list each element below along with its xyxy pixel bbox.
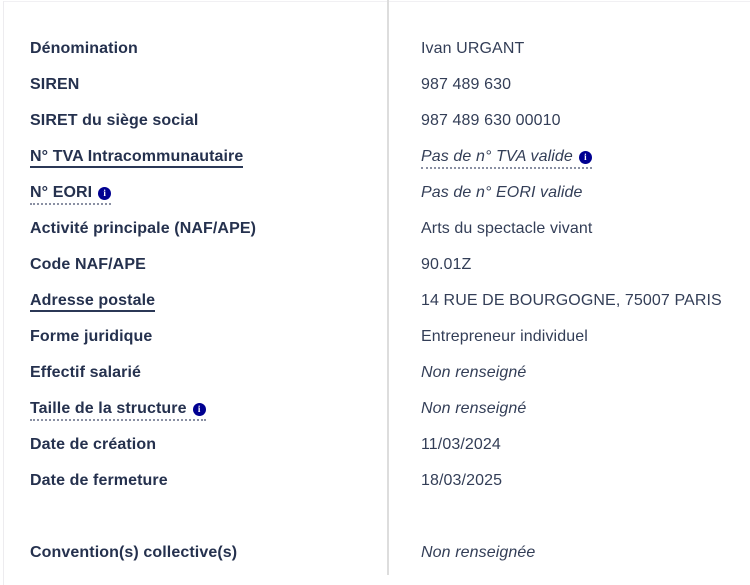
label-cell [0, 148, 389, 166]
value-cell [389, 256, 750, 274]
row-value [421, 364, 526, 381]
row-label-text: Taille de la structure [30, 400, 187, 417]
table-row [0, 391, 750, 427]
row-label-text: Date de création [30, 436, 157, 453]
row-label-text: N° EORI [30, 184, 93, 201]
row-value [421, 256, 471, 273]
label-cell [0, 112, 389, 130]
row-label-link[interactable] [30, 148, 243, 168]
row-value-text: Non renseigné [421, 400, 527, 417]
value-cell [389, 364, 750, 382]
row-label [30, 328, 152, 345]
value-cell [389, 544, 750, 562]
table-row [0, 355, 750, 391]
row-value [421, 328, 588, 345]
row-label-text: N° TVA Intracommunautaire [30, 148, 244, 165]
value-cell [389, 472, 750, 490]
row-value [421, 436, 501, 453]
label-cell [0, 400, 389, 418]
value-cell [389, 292, 750, 310]
table-row [0, 175, 750, 211]
table-row [0, 31, 750, 67]
row-value [421, 544, 535, 561]
row-label [30, 472, 168, 489]
row-label-text: Dénomination [30, 40, 138, 57]
row-label [30, 76, 79, 93]
row-value-text: Non renseigné [421, 364, 527, 381]
label-cell [0, 544, 389, 562]
table-row [0, 211, 750, 247]
row-label-text: Convention(s) collective(s) [30, 544, 238, 561]
info-table [0, 31, 750, 571]
row-label-text: Forme juridique [30, 328, 153, 345]
row-label-text: Effectif salarié [30, 364, 141, 381]
row-value-text: Arts du spectacle vivant [421, 220, 593, 237]
row-value-text: Entrepreneur individuel [421, 328, 588, 345]
label-cell [0, 472, 389, 490]
row-label-link[interactable] [30, 292, 155, 312]
row-value-text: 987 489 630 [421, 76, 512, 93]
row-value-text: Ivan URGANT [421, 40, 525, 57]
label-cell [0, 328, 389, 346]
value-cell [389, 328, 750, 346]
label-cell [0, 256, 389, 274]
table-row [0, 319, 750, 355]
label-cell [0, 184, 389, 202]
label-cell [0, 76, 389, 94]
table-row [0, 535, 750, 571]
label-cell [0, 292, 389, 310]
row-value-text: 18/03/2025 [421, 472, 503, 489]
row-value-tooltip[interactable] [421, 148, 592, 169]
row-label-text: Activité principale (NAF/APE) [30, 220, 257, 237]
row-value-text: 11/03/2024 [421, 436, 501, 453]
info-icon[interactable]: i [193, 403, 206, 416]
table-row [0, 427, 750, 463]
row-value [421, 76, 511, 93]
row-value-text: 987 489 630 00010 [421, 112, 561, 129]
info-icon[interactable]: i [579, 151, 592, 164]
value-cell [389, 400, 750, 418]
value-cell [389, 436, 750, 454]
label-cell [0, 364, 389, 382]
row-label-tooltip[interactable] [30, 400, 206, 421]
row-value-text: 14 RUE DE BOURGOGNE, 75007 PARIS [421, 292, 722, 309]
row-value-text: Non renseignée [421, 544, 536, 561]
row-value [421, 400, 526, 417]
row-label-text: Code NAF/APE [30, 256, 146, 273]
table-row [0, 139, 750, 175]
row-value [421, 472, 502, 489]
row-value [421, 184, 582, 201]
value-cell [389, 76, 750, 94]
row-label [30, 436, 156, 453]
row-label-tooltip[interactable] [30, 184, 111, 205]
value-cell [389, 184, 750, 202]
row-label-text: Date de fermeture [30, 472, 168, 489]
row-label-text: Adresse postale [30, 292, 156, 309]
row-label [30, 256, 146, 273]
row-label-text: SIREN [30, 76, 80, 93]
table-row [0, 103, 750, 139]
row-label [30, 220, 256, 237]
value-cell [389, 148, 750, 166]
row-value-text: Pas de n° TVA valide [421, 148, 573, 165]
row-value-text: Pas de n° EORI valide [421, 184, 583, 201]
row-value [421, 292, 722, 309]
row-value [421, 220, 592, 237]
info-icon[interactable]: i [98, 187, 111, 200]
row-label [30, 112, 198, 129]
table-row-spacer [0, 499, 750, 535]
label-cell [0, 40, 389, 58]
row-label [30, 364, 141, 381]
value-cell [389, 220, 750, 238]
label-cell [0, 436, 389, 454]
row-value [421, 112, 561, 129]
row-label [30, 40, 138, 57]
table-row [0, 463, 750, 499]
table-row [0, 67, 750, 103]
value-cell [389, 40, 750, 58]
row-value-text: 90.01Z [421, 256, 472, 273]
table-row [0, 247, 750, 283]
label-cell [0, 220, 389, 238]
row-value [421, 40, 524, 57]
row-label [30, 544, 237, 561]
row-label-text: SIRET du siège social [30, 112, 199, 129]
value-cell [389, 112, 750, 130]
table-row [0, 283, 750, 319]
panel-top-border [3, 1, 750, 2]
